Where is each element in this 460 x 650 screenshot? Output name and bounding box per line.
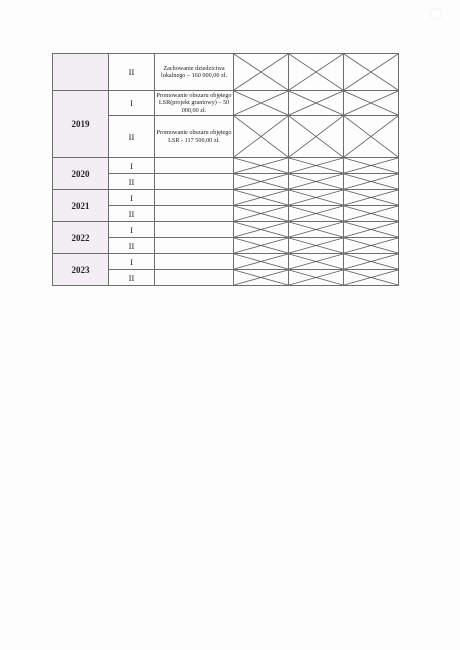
semester-cell: I (109, 254, 155, 270)
description-cell (155, 270, 234, 286)
crossed-cell (289, 116, 344, 158)
semester-cell: II (109, 238, 155, 254)
crossed-cell (344, 158, 399, 174)
crossed-cell (344, 54, 399, 91)
year-cell-2023: 2023 (53, 254, 109, 286)
description-cell (155, 238, 234, 254)
semester-cell: II (109, 174, 155, 190)
scan-artifact (430, 8, 442, 20)
description-cell: Zachowanie dziedzictwa lokalnego – 160 000,00 zł. (155, 54, 234, 91)
crossed-cell (234, 222, 289, 238)
semester-cell: II (109, 54, 155, 91)
crossed-cell (234, 206, 289, 222)
semester-cell: I (109, 190, 155, 206)
crossed-cell (289, 190, 344, 206)
semester-cell: I (109, 158, 155, 174)
crossed-cell (289, 222, 344, 238)
semester-cell: II (109, 270, 155, 286)
crossed-cell (344, 238, 399, 254)
year-cell-2019: 2019 (53, 91, 109, 158)
crossed-cell (234, 54, 289, 91)
crossed-cell (234, 190, 289, 206)
crossed-cell (344, 254, 399, 270)
semester-cell: I (109, 222, 155, 238)
crossed-cell (344, 206, 399, 222)
crossed-cell (289, 174, 344, 190)
crossed-cell (344, 116, 399, 158)
crossed-cell (344, 222, 399, 238)
description-cell: Promowanie obszaru objętego LSR(projekt grantowy) – 50 000,00 zł. (155, 91, 234, 116)
crossed-cell (234, 238, 289, 254)
crossed-cell (289, 54, 344, 91)
description-cell (155, 222, 234, 238)
crossed-cell (289, 206, 344, 222)
crossed-cell (289, 91, 344, 116)
crossed-cell (289, 158, 344, 174)
crossed-cell (344, 190, 399, 206)
description-cell (155, 190, 234, 206)
table-row (53, 190, 399, 206)
description-cell (155, 206, 234, 222)
crossed-cell (289, 238, 344, 254)
semester-cell: II (109, 206, 155, 222)
table-row (53, 222, 399, 238)
description-cell: Promowanie obszaru objętego LSR - 117 500,00 zł. (155, 116, 234, 158)
table-row (53, 158, 399, 174)
year-cell-2021: 2021 (53, 190, 109, 222)
year-cell-blank (53, 54, 109, 91)
crossed-cell (234, 174, 289, 190)
schedule-table (52, 53, 399, 286)
crossed-cell (289, 254, 344, 270)
crossed-cell (344, 270, 399, 286)
crossed-cell (234, 270, 289, 286)
semester-cell: I (109, 91, 155, 116)
description-cell (155, 158, 234, 174)
table-row (53, 254, 399, 270)
crossed-cell (234, 158, 289, 174)
crossed-cell (234, 91, 289, 116)
description-cell (155, 174, 234, 190)
year-cell-2022: 2022 (53, 222, 109, 254)
crossed-cell (289, 270, 344, 286)
crossed-cell (344, 174, 399, 190)
table-row (53, 54, 399, 91)
description-cell (155, 254, 234, 270)
semester-cell: II (109, 116, 155, 158)
crossed-cell (344, 91, 399, 116)
table-row (53, 91, 399, 116)
year-cell-2020: 2020 (53, 158, 109, 190)
crossed-cell (234, 254, 289, 270)
crossed-cell (234, 116, 289, 158)
